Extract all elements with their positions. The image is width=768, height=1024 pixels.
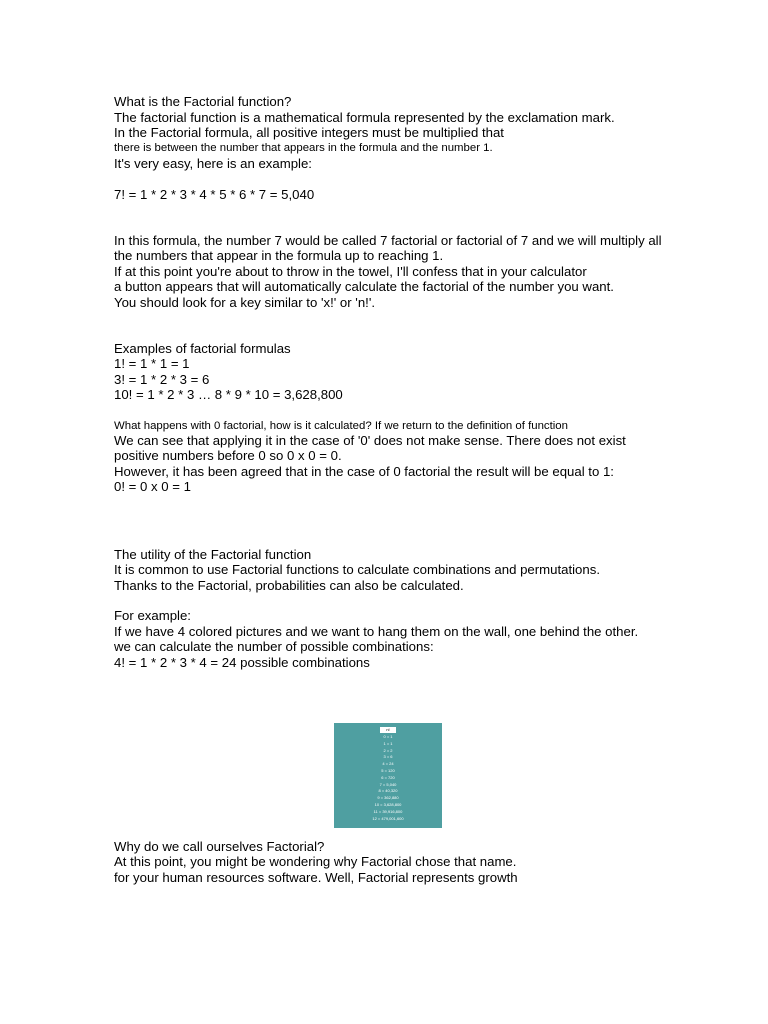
factorial-table-row: 12 = 479,001,600 bbox=[372, 815, 404, 821]
paragraph-line: a button appears that will automatically calculate the factorial of the number you want. bbox=[114, 279, 614, 294]
paragraph-line: At this point, you might be wondering why Factorial chose that name. bbox=[114, 854, 517, 869]
paragraph-line: What happens with 0 factorial, how is it calculated? If we return to the definition of function bbox=[114, 420, 568, 432]
paragraph-line: It's very easy, here is an example: bbox=[114, 156, 312, 171]
paragraph-line: It is common to use Factorial functions to calculate combinations and permutations. bbox=[114, 562, 600, 577]
factorial-table-rows bbox=[334, 734, 442, 822]
factorial-table-row: 0 = 1 bbox=[383, 734, 393, 739]
example-formula: 1! = 1 * 1 = 1 bbox=[114, 356, 190, 371]
factorial-table-row: 8 = 40,320 bbox=[378, 788, 398, 794]
example-formula: 0! = 0 x 0 = 1 bbox=[114, 479, 191, 494]
paragraph-line: We can see that applying it in the case of '0' does not make sense. There does not exist bbox=[114, 433, 626, 448]
factorial-table-row: 3 = 6 bbox=[383, 754, 393, 760]
factorial-table-row: 5 = 120 bbox=[381, 767, 395, 773]
paragraph-line: However, it has been agreed that in the case of 0 factorial the result will be equal to 1: bbox=[114, 464, 614, 479]
factorial-table-row: 9 = 362,880 bbox=[377, 795, 399, 801]
paragraph-line: If we have 4 colored pictures and we want to hang them on the wall, one behind the other. bbox=[114, 624, 639, 639]
example-formula: 3! = 1 * 2 * 3 = 6 bbox=[114, 372, 210, 387]
factorial-table-row: 4 = 24 bbox=[382, 761, 394, 767]
paragraph-line: there is between the number that appears in the formula and the number 1. bbox=[114, 142, 493, 154]
paragraph-line: the numbers that appear in the formula up to reaching 1. bbox=[114, 248, 444, 263]
paragraph-line: we can calculate the number of possible combinations: bbox=[114, 639, 434, 654]
factorial-table-image bbox=[334, 723, 442, 828]
example-formula: 10! = 1 * 2 * 3 … 8 * 9 * 10 = 3,628,800 bbox=[114, 387, 343, 402]
paragraph-line: For example: bbox=[114, 608, 191, 623]
factorial-table-row: 7 = 5,040 bbox=[379, 781, 397, 787]
paragraph-line: The factorial function is a mathematical formula represented by the exclamation mark. bbox=[114, 110, 615, 125]
paragraph-line: In this formula, the number 7 would be called 7 factorial or factorial of 7 and we will multiply all bbox=[114, 233, 662, 248]
factorial-table-row: 10 = 3,628,800 bbox=[374, 801, 402, 807]
section-heading-utility: The utility of the Factorial function bbox=[114, 547, 312, 562]
section-heading-why-factorial: Why do we call ourselves Factorial? bbox=[114, 839, 325, 854]
example-formula: 7! = 1 * 2 * 3 * 4 * 5 * 6 * 7 = 5,040 bbox=[114, 187, 315, 202]
paragraph-line: In the Factorial formula, all positive integers must be multiplied that bbox=[114, 125, 504, 140]
paragraph-line: If at this point you're about to throw in the towel, I'll confess that in your calculator bbox=[114, 264, 587, 279]
factorial-table-row: 2 = 2 bbox=[383, 747, 393, 753]
factorial-table-row: 1 = 1 bbox=[383, 740, 393, 746]
section-heading-examples: Examples of factorial formulas bbox=[114, 341, 291, 356]
section-heading-factorial-function: What is the Factorial function? bbox=[114, 94, 292, 109]
factorial-table-row: 11 = 39,916,800 bbox=[373, 808, 403, 814]
paragraph-line: Thanks to the Factorial, probabilities can also be calculated. bbox=[114, 578, 464, 593]
example-formula: 4! = 1 * 2 * 3 * 4 = 24 possible combinations bbox=[114, 655, 370, 670]
factorial-table-header: n! bbox=[380, 727, 396, 733]
paragraph-line: You should look for a key similar to 'x!' or 'n!'. bbox=[114, 295, 375, 310]
paragraph-line: positive numbers before 0 so 0 x 0 = 0. bbox=[114, 448, 342, 463]
paragraph-line: for your human resources software. Well, Factorial represents growth bbox=[114, 870, 518, 885]
factorial-table-row: 6 = 720 bbox=[381, 774, 395, 780]
